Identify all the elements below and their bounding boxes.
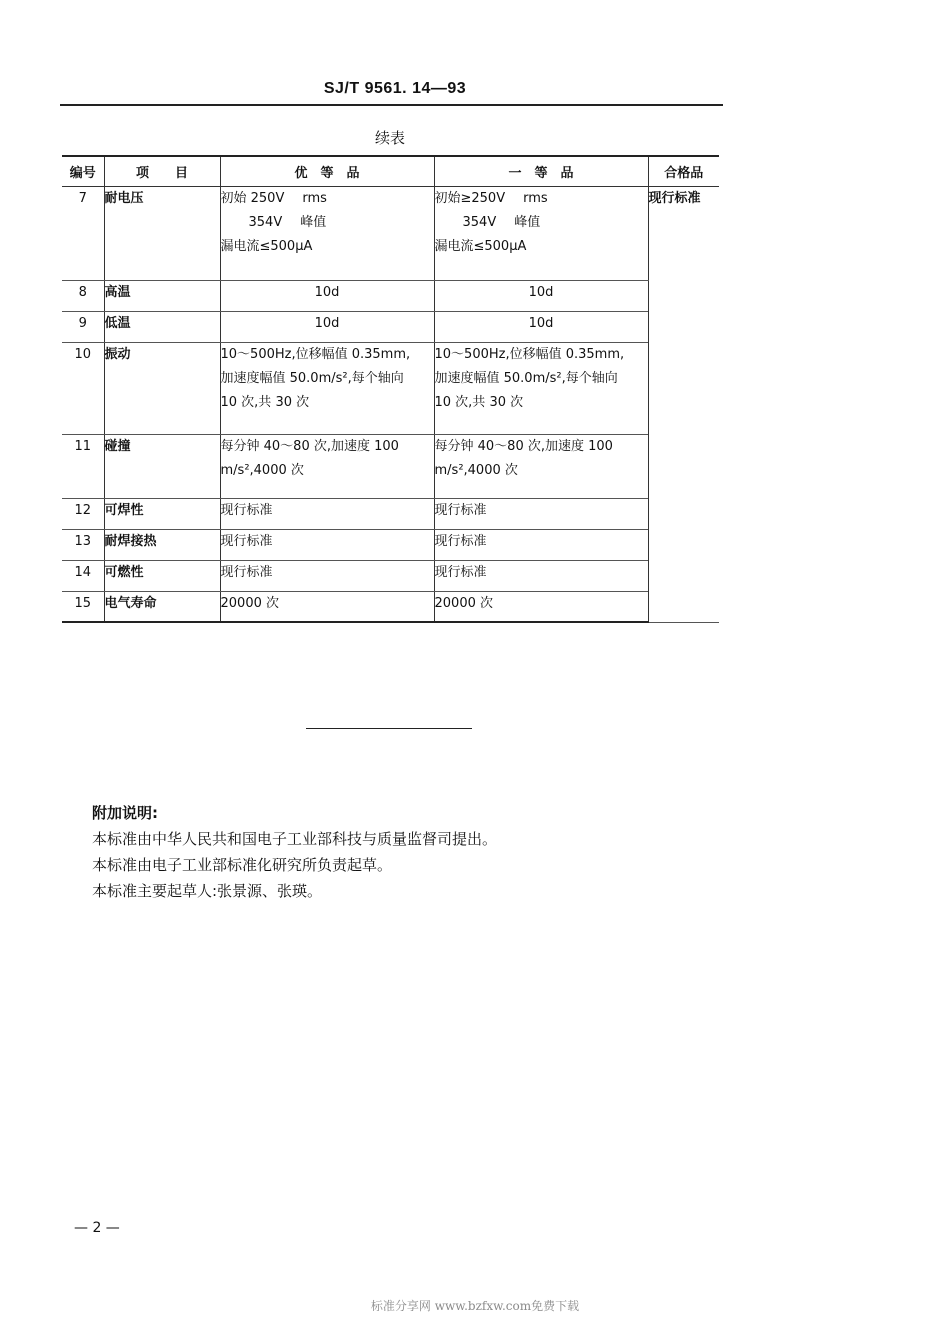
row-item: 碰撞 [104,434,220,498]
row-item: 耐焊接热 [104,529,220,560]
first-grade-value: 现行标准 [434,498,648,529]
row-item: 可焊性 [104,498,220,529]
continued-table-label: 续表 [374,129,405,147]
notes-title: 附加说明: [92,804,158,822]
notes-line: 本标准由电子工业部标准化研究所负责起草。 [92,856,393,874]
first-grade-value: 10d [434,311,648,342]
table-row [62,342,719,434]
table-row [62,311,719,342]
header-item: 项 目 [104,156,220,186]
superior-value: 20000 次 [220,591,434,622]
table-row [62,498,719,529]
table-row [62,529,719,560]
standard-code: SJ/T 9561. 14—93 [323,80,467,97]
first-grade-value: 10～500Hz,位移幅值 0.35mm, 加速度幅值 50.0m/s²,每个轴向 10 次,共 30 次 [434,342,648,434]
superior-value: 10～500Hz,位移幅值 0.35mm, 加速度幅值 50.0m/s²,每个轴向 10 次,共 30 次 [220,342,434,434]
row-no: 14 [62,560,104,591]
superior-value: 初始 250V rms 354V 峰值 漏电流≤500μA [220,186,434,280]
first-grade-value: 现行标准 [434,560,648,591]
row-item: 低温 [104,311,220,342]
header-no: 编号 [62,156,104,186]
notes-line: 本标准主要起草人:张景源、张瑛。 [92,882,323,900]
header-qualified-grade: 合格品 [648,156,719,186]
first-grade-value: 10d [434,280,648,311]
row-no: 12 [62,498,104,529]
row-item: 电气寿命 [104,591,220,622]
watermark: 标准分享网 www.bzfxw.com免费下载 [370,1299,580,1313]
row-no: 7 [62,186,104,280]
table-row [62,591,719,622]
first-grade-value: 20000 次 [434,591,648,622]
superior-value: 现行标准 [220,498,434,529]
row-no: 13 [62,529,104,560]
table-row [62,280,719,311]
row-no: 9 [62,311,104,342]
superior-value: 现行标准 [220,529,434,560]
row-item: 高温 [104,280,220,311]
table-row [62,560,719,591]
page-number: — 2 — [74,1220,120,1236]
superior-value: 10d [220,280,434,311]
row-item: 振动 [104,342,220,434]
first-grade-value: 每分钟 40～80 次,加速度 100 m/s²,4000 次 [434,434,648,498]
row-item: 可燃性 [104,560,220,591]
row-item: 耐电压 [104,186,220,280]
table-row [62,186,719,280]
header-rule [60,104,723,106]
qualified-grade-value: 现行标准 [648,186,719,622]
end-of-text-rule [306,728,472,729]
row-no: 15 [62,591,104,622]
header-superior-grade: 优 等 品 [220,156,434,186]
additional-notes [92,800,497,904]
first-grade-value: 初始≥250V rms 354V 峰值 漏电流≤500μA [434,186,648,280]
superior-value: 现行标准 [220,560,434,591]
row-no: 11 [62,434,104,498]
row-no: 10 [62,342,104,434]
table-header-row [62,156,719,186]
spec-table [62,155,719,623]
superior-value: 10d [220,311,434,342]
notes-line: 本标准由中华人民共和国电子工业部科技与质量监督司提出。 [92,830,498,848]
row-no: 8 [62,280,104,311]
first-grade-value: 现行标准 [434,529,648,560]
superior-value: 每分钟 40～80 次,加速度 100 m/s²,4000 次 [220,434,434,498]
header-first-grade: 一 等 品 [434,156,648,186]
table-row [62,434,719,498]
